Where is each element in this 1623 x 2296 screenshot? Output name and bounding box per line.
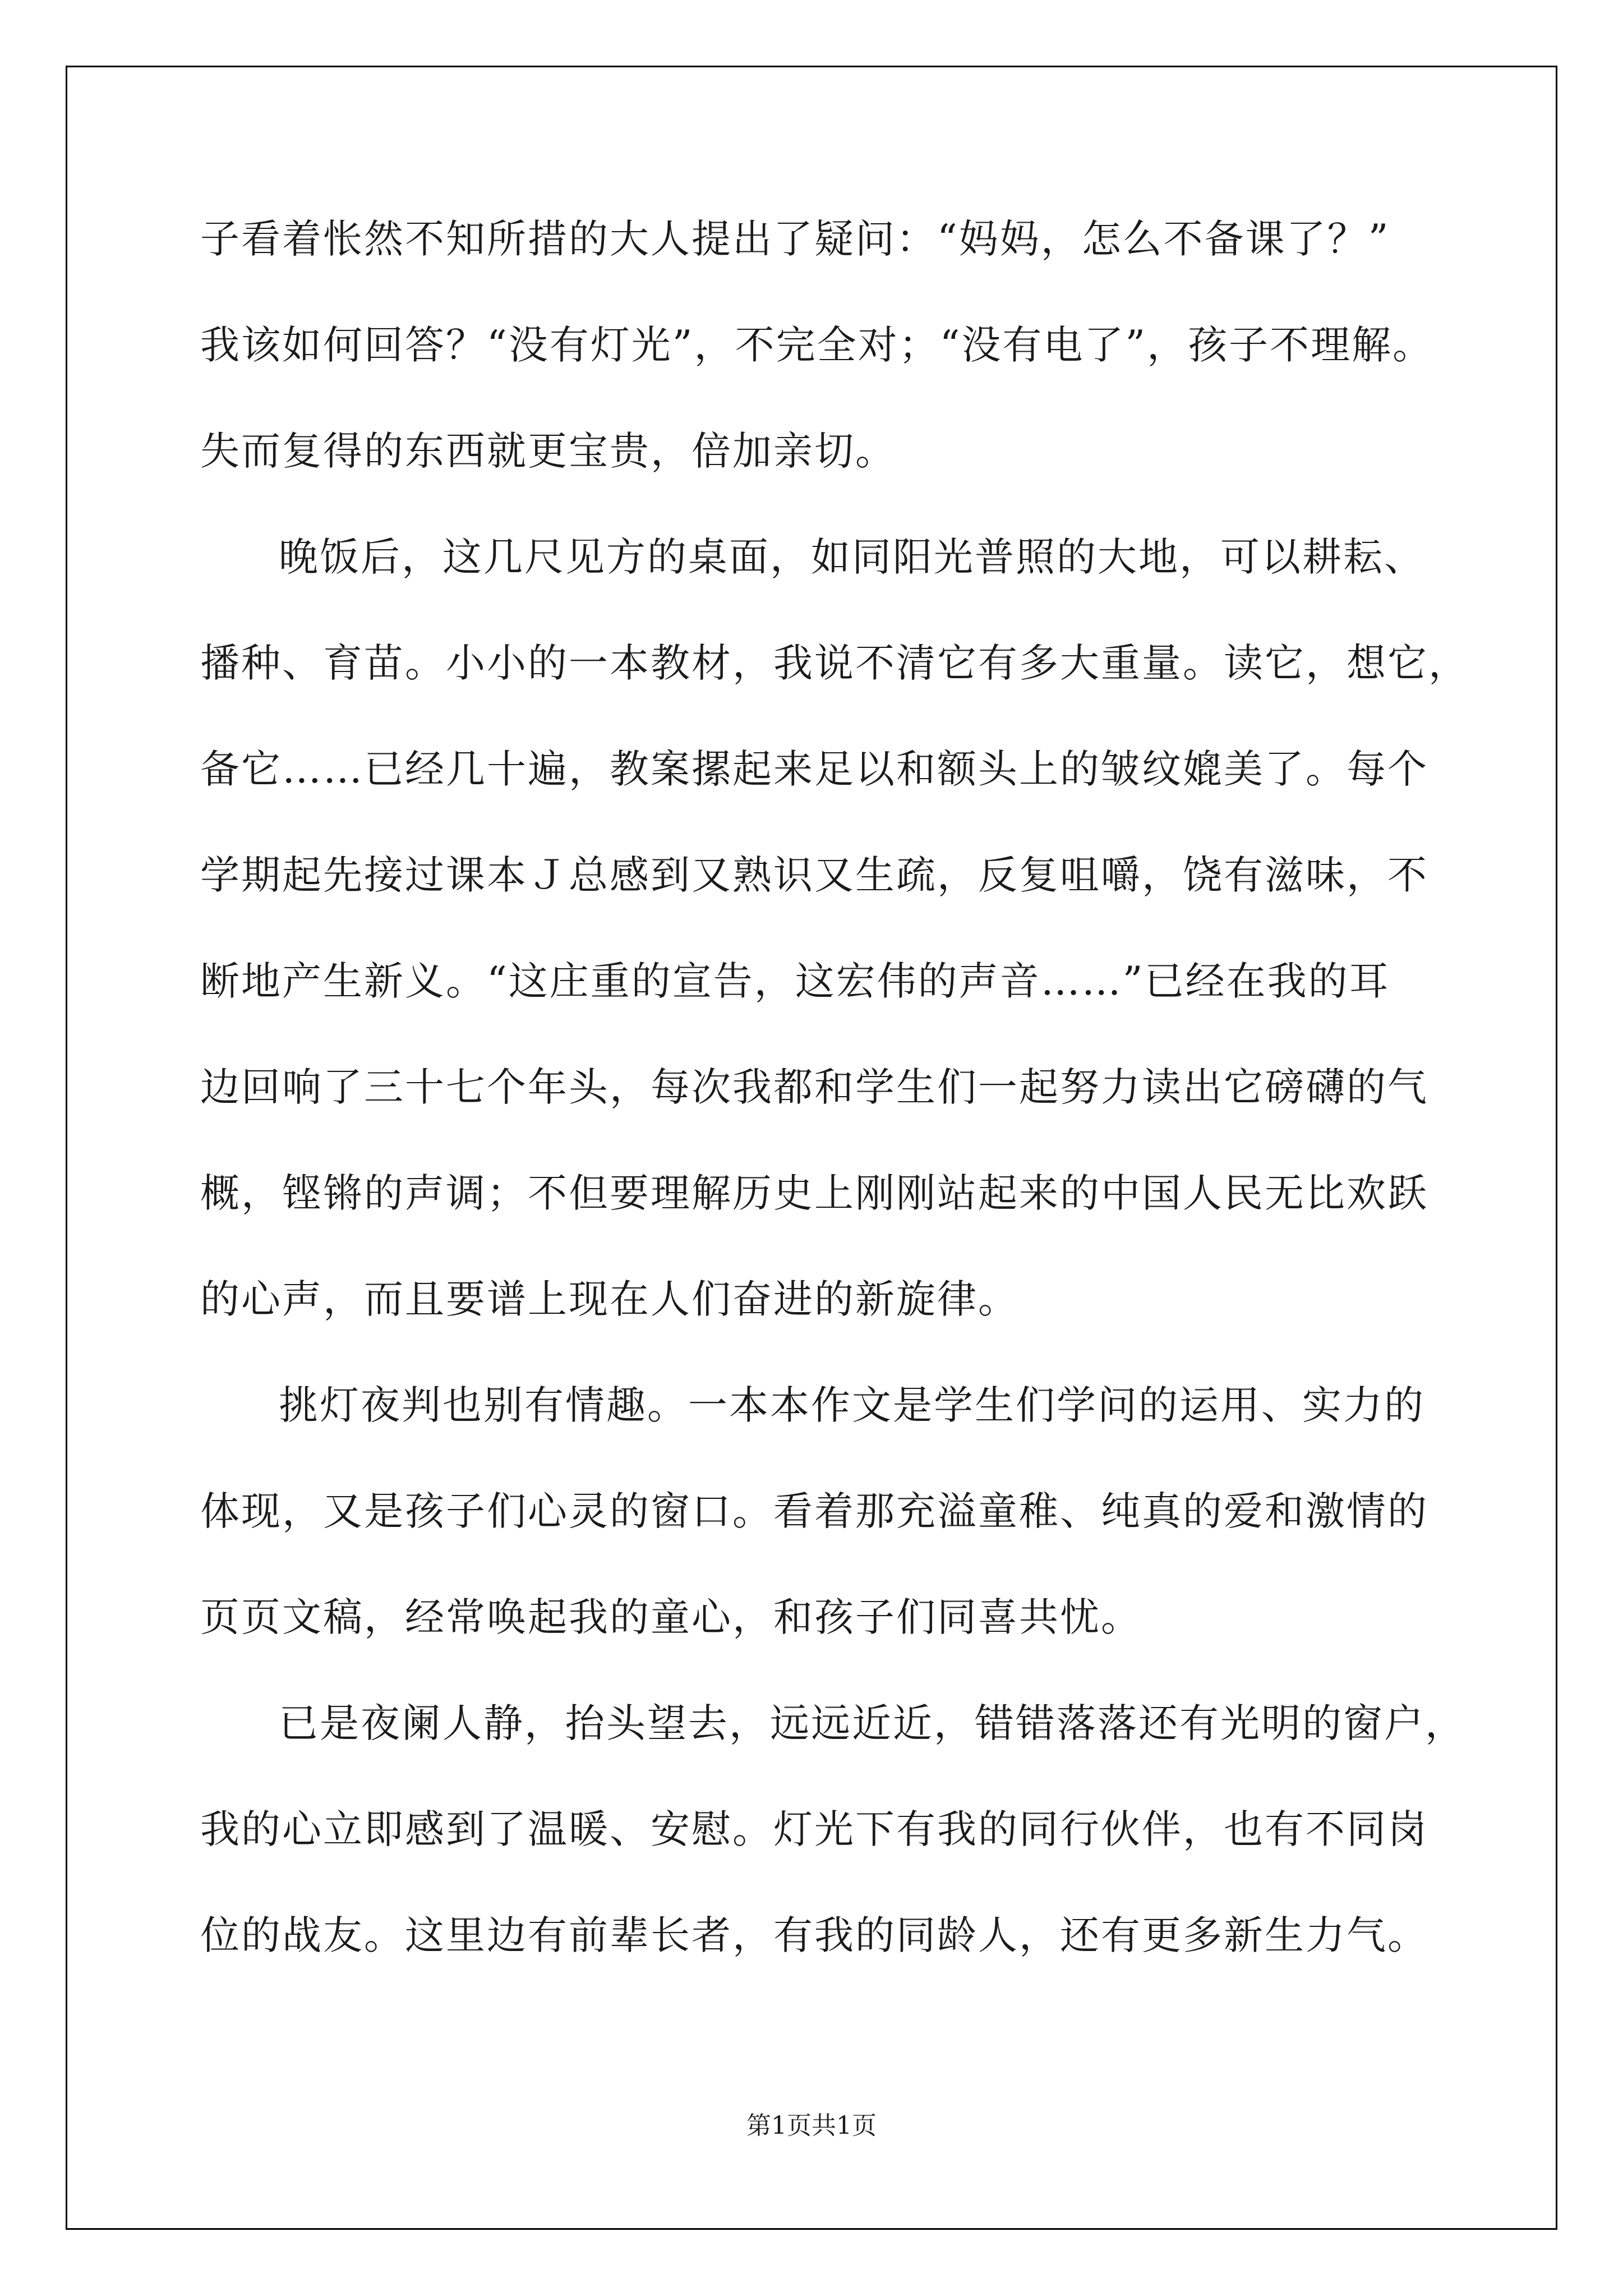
paragraph-1 (200, 186, 1462, 504)
text-line: 页页文稿，经常唤起我的童心，和孩子们同喜共忧。 (200, 1594, 1142, 1640)
text-line: 子看着怅然不知所措的大人提出了疑问：“妈妈，怎么不备课了？” (200, 216, 1390, 262)
text-line: 概，铿锵的声调；不但要理解历史上刚刚站起来的中国人民无比欢跃 (200, 1170, 1428, 1216)
text-line: 晚饭后，这几尺见方的桌面，如同阳光普照的大地，可以耕耘、 (279, 534, 1425, 580)
text-line: 位的战友。这里边有前辈长者，有我的同龄人，还有更多新生力气。 (200, 1912, 1428, 1958)
page-total: 共1页 (811, 2111, 877, 2140)
text-line: 的心声，而且要谱上现在人们奋进的新旋律。 (200, 1276, 1019, 1322)
text-line: 已是夜阑人静，抬头望去，远远近近，错错落落还有光明的窗户， (279, 1700, 1466, 1746)
text-line: 断地产生新义。“这庄重的宣告，这宏伟的声音……”已经在我的耳 (200, 958, 1390, 1004)
text-line: 失而复得的东西就更宝贵，倍加亲切。 (200, 428, 896, 474)
paragraph-2 (200, 504, 1469, 1352)
paragraph-3 (200, 1352, 1462, 1671)
text-line: 备它……已经几十遍，教案摞起来足以和额头上的皱纹媲美了。每个 (200, 746, 1428, 792)
text-line: 学期起先接过课本Ｊ总感到又熟识又生疏，反复咀嚼，饶有滋味，不 (200, 852, 1428, 898)
page-number: 第1页 (746, 2111, 811, 2140)
text-line: 我该如何回答？“没有灯光”，不完全对；“没有电了”，孩子不理解。 (200, 322, 1434, 368)
page-footer (0, 2109, 1623, 2143)
text-line: 边回响了三十七个年头，每次我都和学生们一起努力读出它磅礴的气 (200, 1064, 1428, 1110)
text-line: 挑灯夜判也别有情趣。一本本作文是学生们学问的运用、实力的 (279, 1382, 1425, 1428)
text-line: 体现，又是孩子们心灵的窗口。看着那充溢童稚、纯真的爱和激情的 (200, 1488, 1428, 1534)
text-line: 我的心立即感到了温暖、安慰。灯光下有我的同行伙伴，也有不同岗 (200, 1806, 1428, 1852)
text-line: 播种、育苗。小小的一本教材，我说不清它有多大重量。读它，想它， (200, 640, 1469, 686)
paragraph-4 (200, 1671, 1466, 1989)
document-body (200, 186, 1469, 1989)
